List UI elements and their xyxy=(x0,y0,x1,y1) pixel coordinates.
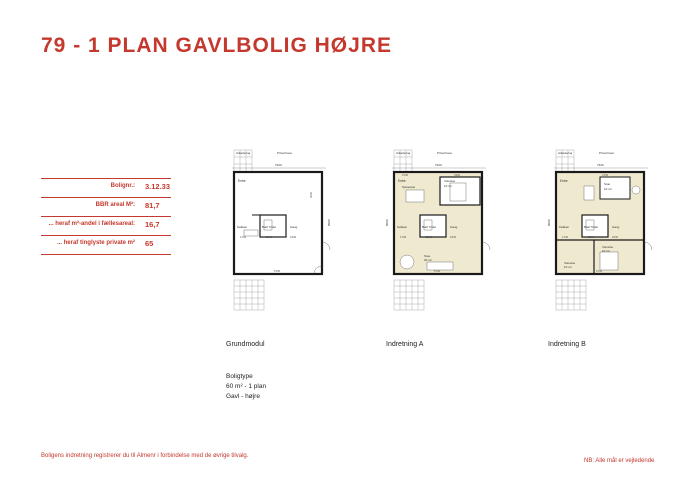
room-label-gang: Gang xyxy=(450,225,458,229)
room-area-vaerelse: 10 m² xyxy=(444,184,452,188)
room-label-kokken: Køkken xyxy=(237,225,248,229)
dwelling-type-orientation: Gavl - højre xyxy=(226,393,260,400)
dimension-depth: 8000 xyxy=(385,219,389,226)
dimension-depth: 8000 xyxy=(327,219,331,226)
garden-label: Privat have xyxy=(437,151,453,155)
arcade-label: Arkade/vej xyxy=(396,151,411,155)
dimension-d3: 1600 xyxy=(612,235,619,239)
room-label-kokken: Køkken xyxy=(559,225,570,229)
dimension-depth: 8000 xyxy=(547,219,551,226)
room-label-vaerelse: Værelse xyxy=(444,179,456,183)
footer-note: Boligens indretning registrerer du til Almenr i forbindelse med de øvrige tilvalg. xyxy=(41,453,249,459)
room-label-spisestue: Spisestue xyxy=(402,185,416,189)
room-area-vaerelse-2: 10 m² xyxy=(602,249,610,253)
dimension-d4: 3000 xyxy=(309,191,313,198)
spec-value: 65 xyxy=(145,239,154,248)
garden-label: Privat have xyxy=(599,151,615,155)
spec-label: ... heraf m²-andel i fællesareal: xyxy=(48,221,135,227)
room-label-vaerelse-2: Værelse xyxy=(602,245,614,249)
dimension-inner: 6700 xyxy=(274,269,281,273)
room-label-kokken: Køkken xyxy=(397,225,408,229)
dimension-d2: 2300 xyxy=(588,235,595,239)
spec-row-shared-area xyxy=(41,216,171,235)
room-label-vaerelse-1: Værelse xyxy=(564,261,576,265)
room-label-entre: Entre xyxy=(238,179,246,183)
spec-label: ... heraf tinglyste private m² xyxy=(56,240,135,246)
room-area-vaerelse-1: 10 m² xyxy=(564,265,572,269)
dwelling-type-info xyxy=(226,372,266,402)
plan-caption-indretning-a: Indretning A xyxy=(386,341,424,348)
page-title: 79 - 1 PLAN GAVLBOLIG HØJRE xyxy=(41,34,392,57)
dimension-top2: 3300 xyxy=(454,173,461,177)
dwelling-type-size: 60 m² - 1 plan xyxy=(226,383,267,390)
dimension-inner: 6700 xyxy=(434,269,441,273)
dimension-d2: 2300 xyxy=(426,235,433,239)
dimension-width: 7320 xyxy=(597,163,604,167)
room-label-gang: Gang xyxy=(290,225,298,229)
room-label-entre: Entre xyxy=(398,179,406,183)
dimension-d3: 1600 xyxy=(450,235,457,239)
spec-value: 81,7 xyxy=(145,201,160,210)
dimension-top1: 2700 xyxy=(402,173,409,177)
spec-row-private-area xyxy=(41,235,171,255)
dimension-d1: 1700 xyxy=(240,235,247,239)
dimension-width: 7320 xyxy=(275,163,282,167)
dimension-width: 7320 xyxy=(435,163,442,167)
dimension-d1: 1700 xyxy=(400,235,407,239)
room-label-bad: Bad/ Toilet xyxy=(584,225,598,229)
room-label-gang: Gang xyxy=(612,225,620,229)
dimension-d2: 2300 xyxy=(266,235,273,239)
dimension-d1: 1700 xyxy=(562,235,569,239)
spec-value: 16,7 xyxy=(145,220,160,229)
room-label-bad: Bad/ Toilet xyxy=(262,225,276,229)
room-label-entre: Entre xyxy=(560,179,568,183)
room-label-stue: Stue xyxy=(424,254,431,258)
floor-plan-grundmodul xyxy=(222,130,342,325)
spec-label: BBR areal M²: xyxy=(95,202,135,208)
plan-caption-indretning-b: Indretning B xyxy=(548,341,586,348)
garden-label: Privat have xyxy=(277,151,293,155)
spec-row-unit-number xyxy=(41,178,171,197)
dimension-top1: 2700 xyxy=(602,173,609,177)
floor-plan-indretning-a xyxy=(382,130,502,325)
room-area-stue: 10 m² xyxy=(604,187,612,191)
room-area-stue: 20 m² xyxy=(424,258,432,262)
plan-caption-grundmodul: Grundmodul xyxy=(226,341,265,348)
dimension-inner: 6700 xyxy=(596,269,603,273)
dimension-d3: 1600 xyxy=(290,235,297,239)
spec-row-bbr-area xyxy=(41,197,171,216)
spec-table xyxy=(41,178,171,255)
floor-plan-indretning-b xyxy=(544,130,664,325)
dwelling-type-heading: Boligtype xyxy=(226,373,253,380)
spec-value: 3.12.33 xyxy=(145,182,171,191)
room-label-bad: Bad/ Toilet xyxy=(422,225,436,229)
spec-label: Bolignr.: xyxy=(110,183,135,189)
arcade-label: Arkade/vej xyxy=(558,151,573,155)
footer-disclaimer: NB: Alle mål er vejledende xyxy=(584,458,655,464)
room-label-stue: Stue xyxy=(604,182,611,186)
arcade-label: Arkade/vej xyxy=(236,151,251,155)
